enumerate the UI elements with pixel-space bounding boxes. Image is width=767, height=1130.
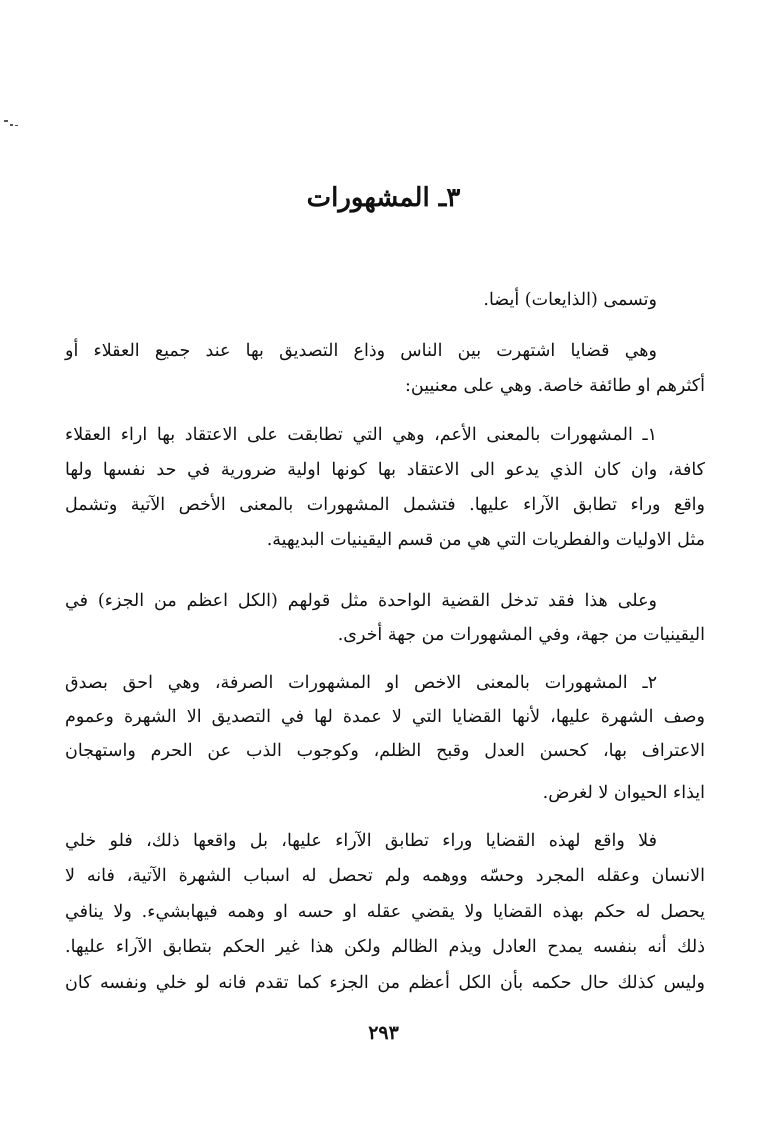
scan-speck xyxy=(15,125,18,126)
text-line: كافة، وان كان الذي يدعو الى الاعتقاد بها كونها اولية ضرورية في حد نفسها ولها xyxy=(65,460,705,480)
text-line: وهي قضايا اشتهرت بين الناس وذاع التصديق بها عند جميع العقلاء أو xyxy=(65,341,657,361)
text-line: ١ـ المشهورات بالمعنى الأعم، وهي التي تطابقت على الاعتقاد بها اراء العقلاء xyxy=(65,425,657,445)
text-line: وتسمى (الذايعات) أيضا. xyxy=(483,290,657,310)
text-line: واقع وراء تطابق الآراء عليها. فتشمل المشهورات بالمعنى الأخص الآتية وتشمل xyxy=(65,495,705,515)
text-line: الاعتراف بها، كحسن العدل وقبح الظلم، وكوجوب الذب عن الحرم واستهجان xyxy=(65,741,705,761)
text-line: وليس كذلك حال حكمه بأن الكل أعظم من الجزء كما تقدم فانه لو خلي ونفسه كان xyxy=(65,973,705,993)
scan-speck xyxy=(4,120,8,122)
text-line: مثل الاوليات والفطريات التي هي من قسم اليقينيات البديهية. xyxy=(266,530,705,550)
text-line: يحصل له حكم بهذه القضايا ولا يقضي عقله او حسه او وهمه فيهابشيء. ولا ينافي xyxy=(65,902,706,922)
text-line: أكثرهم او طائفة خاصة. وهي على معنيين: xyxy=(405,376,705,396)
text-line: الانسان وعقله المجرد وحسّه ووهمه ولم تحصل له اسباب الشهرة الآتية، فانه لا xyxy=(65,866,705,886)
page-number: ٢٩٣ xyxy=(368,1022,399,1044)
scan-speck xyxy=(10,124,13,126)
text-line: وعلى هذا فقد تدخل القضية الواحدة مثل قولهم (الكل اعظم من الجزء) في xyxy=(65,591,657,611)
text-line: وصف الشهرة عليها، لأنها القضايا التي لا عمدة لها في التصديق الا الشهرة وعموم xyxy=(65,707,705,727)
text-line: اليقينيات من جهة، وفي المشهورات من جهة أخرى. xyxy=(337,625,705,645)
text-line: ذلك أنه بنفسه يمدح العادل ويذم الظالم ولكن هذا غير الحكم بتطابق الآراء عليها. xyxy=(65,937,705,957)
section-title: ٣ـ المشهورات xyxy=(306,183,461,213)
text-line: فلا واقع لهذه القضايا وراء تطابق الآراء عليها، بل واقعها ذلك، فلو خلي xyxy=(65,831,657,851)
text-line: ٢ـ المشهورات بالمعنى الاخص او المشهورات الصرفة، وهي احق بصدق xyxy=(65,673,657,693)
text-line: ايذاء الحيوان لا لغرض. xyxy=(542,783,705,803)
